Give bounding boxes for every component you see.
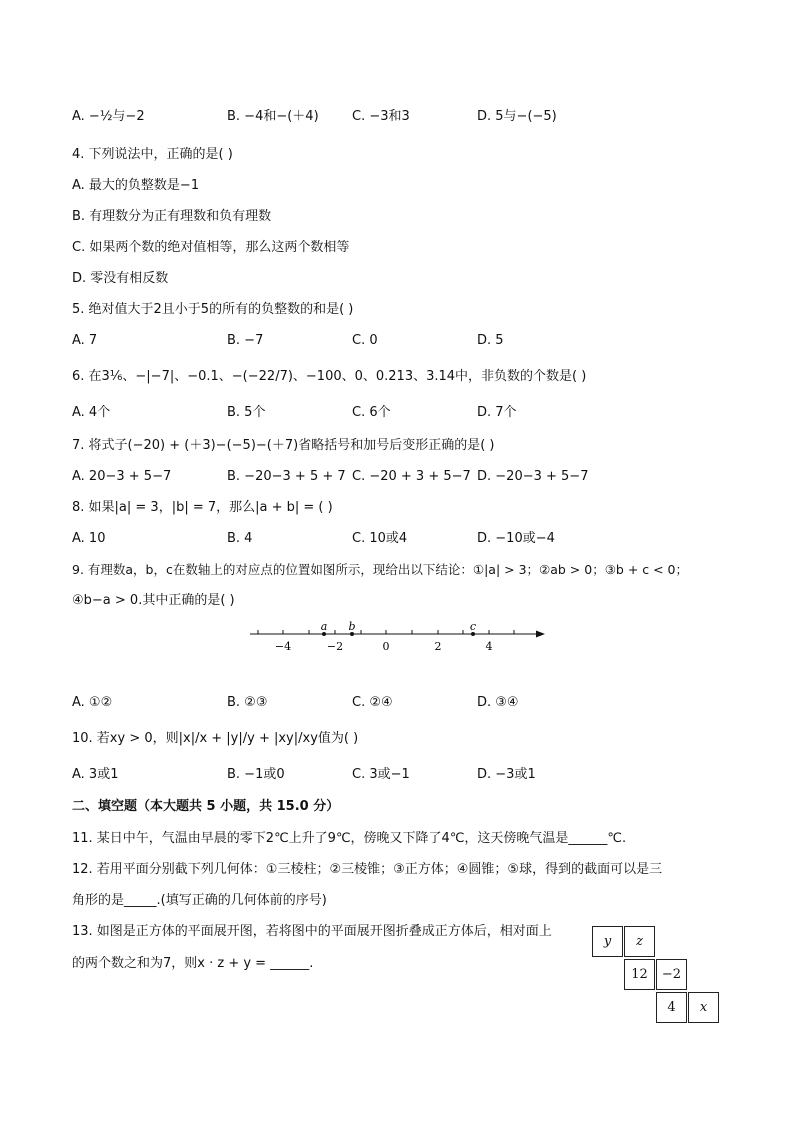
q8-option-c: C. 10或4 <box>352 531 408 546</box>
net-cell-x: x <box>688 992 719 1023</box>
q6-option-b: B. 5个 <box>227 405 266 420</box>
q4-option-c: C. 如果两个数的绝对值相等，那么这两个数相等 <box>72 240 350 255</box>
q7-option-b: B. −20−3 + 5 + 7 <box>227 469 346 484</box>
q5-stem: 5. 绝对值大于2且小于5的所有的负整数的和是( ) <box>72 302 354 317</box>
net-cell-12: 12 <box>624 959 655 990</box>
label-c: c <box>469 620 477 633</box>
q11-stem: 11. 某日中午，气温由早晨的零下2℃上升了9℃，傍晚又下降了4℃，这天傍晚气温是______℃. <box>72 831 627 846</box>
q6-stem: 6. 在3⅙、−|−7|、−0.1、−(−22/7)、−100、0、0.2̇13̇、3.14中，非负数的个数是( ) <box>72 369 587 384</box>
q10-option-a: A. 3或1 <box>72 767 119 782</box>
q10-option-b: B. −1或0 <box>227 767 285 782</box>
q5-option-b: B. −7 <box>227 333 264 348</box>
q9-option-b: B. ②③ <box>227 695 268 710</box>
q5-option-c: C. 0 <box>352 333 378 348</box>
q13-stem-line1: 13. 如图是正方体的平面展开图，若将图中的平面展开图折叠成正方体后，相对面上 <box>72 924 552 939</box>
q9-option-a: A. ①② <box>72 695 113 710</box>
q7-stem: 7. 将式子(−20) + (＋3)−(−5)−(＋7)省略括号和加号后变形正确的是( ) <box>72 438 495 453</box>
q4-option-b: B. 有理数分为正有理数和负有理数 <box>72 209 272 224</box>
q12-stem-line2: 角形的是_____.(填写正确的几何体前的序号) <box>72 893 327 908</box>
q7-option-c: C. −20 + 3 + 5−7 <box>352 469 471 484</box>
q8-option-a: A. 10 <box>72 531 106 546</box>
q6-option-c: C. 6个 <box>352 405 391 420</box>
q10-option-d: D. −3或1 <box>477 767 536 782</box>
q9-stem-line2: ④b−a > 0.其中正确的是( ) <box>72 593 235 608</box>
q12-stem-line1: 12. 若用平面分别截下列几何体：①三棱柱；②三棱锥；③正方体；④圆锥；⑤球，得到的截面可以是三 <box>72 862 663 877</box>
q3-option-d: D. 5与−(−5) <box>477 109 557 124</box>
section-2-heading: 二、填空题（本大题共 5 小题，共 15.0 分） <box>72 799 340 814</box>
q7-option-d: D. −20−3 + 5−7 <box>477 469 589 484</box>
q5-option-d: D. 5 <box>477 333 504 348</box>
q9-stem-line1: 9. 有理数a，b，c在数轴上的对应点的位置如图所示，现给出以下结论：①|a| > 3；②ab > 0；③b + c < 0； <box>72 562 689 577</box>
q3-option-a: A. −½与−2 <box>72 109 145 124</box>
q6-option-a: A. 4个 <box>72 405 111 420</box>
q9-option-d: D. ③④ <box>477 695 519 710</box>
q5-option-a: A. 7 <box>72 333 98 348</box>
q4-stem: 4. 下列说法中，正确的是( ) <box>72 147 233 162</box>
q4-option-d: D. 零没有相反数 <box>72 271 169 286</box>
net-cell-y: y <box>592 926 623 957</box>
net-cell-4: 4 <box>656 992 687 1023</box>
label-b: b <box>348 620 356 633</box>
q3-option-c: C. −3和3 <box>352 109 410 124</box>
q13-stem-line2: 的两个数之和为7，则x · z + y = ______. <box>72 956 314 971</box>
q4-option-a: A. 最大的负整数是−1 <box>72 178 200 193</box>
net-cell-z: z <box>624 926 655 957</box>
tick-label-4: 4 <box>485 640 493 653</box>
q7-option-a: A. 20−3 + 5−7 <box>72 469 172 484</box>
tick-label-neg4: −4 <box>274 640 292 653</box>
q3-option-b: B. −4和−(＋4) <box>227 109 319 124</box>
number-line <box>250 620 550 656</box>
q10-option-c: C. 3或−1 <box>352 767 410 782</box>
tick-label-2: 2 <box>434 640 442 653</box>
tick-label-neg2: −2 <box>326 640 344 653</box>
label-a: a <box>320 620 328 633</box>
q8-option-d: D. −10或−4 <box>477 531 555 546</box>
q10-stem: 10. 若xy > 0，则|x|/x + |y|/y + |xy|/xy值为( ) <box>72 731 359 746</box>
q8-stem: 8. 如果|a| = 3，|b| = 7，那么|a + b| = ( ) <box>72 500 333 515</box>
q8-option-b: B. 4 <box>227 531 253 546</box>
net-cell-neg2: −2 <box>656 959 687 990</box>
tick-label-0: 0 <box>382 640 390 653</box>
q9-option-c: C. ②④ <box>352 695 393 710</box>
cube-net <box>592 926 722 1024</box>
q6-option-d: D. 7个 <box>477 405 517 420</box>
